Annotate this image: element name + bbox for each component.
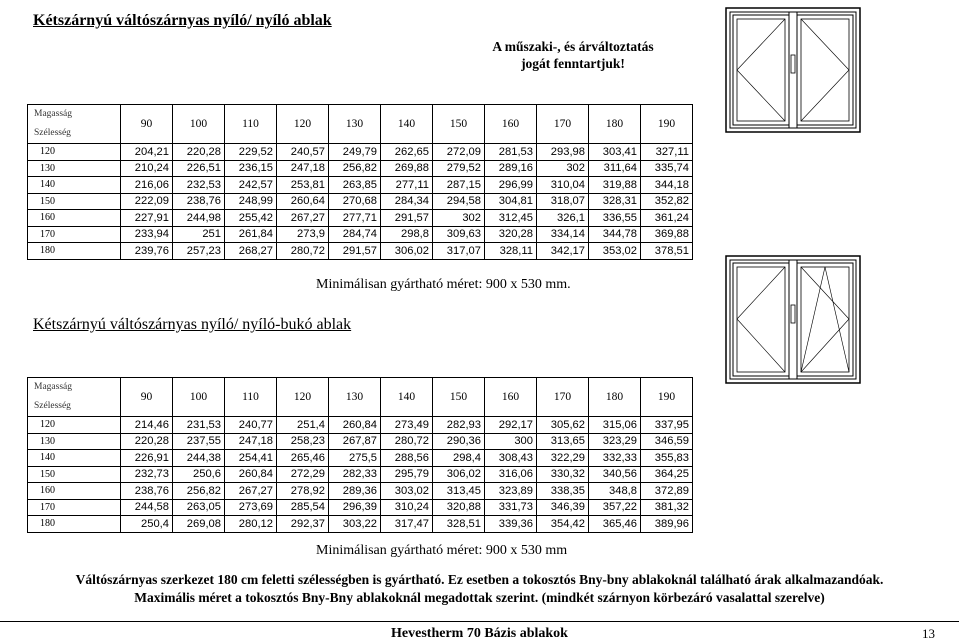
price-cell: 305,62 (537, 417, 589, 434)
column-header: 160 (485, 105, 537, 144)
column-header: 190 (641, 378, 693, 417)
price-cell: 313,45 (433, 483, 485, 500)
price-cell: 293,98 (537, 144, 589, 161)
disclaimer-note (470, 38, 676, 72)
price-cell: 277,71 (329, 210, 381, 227)
disclaimer-line1: A műszaki-, és árváltoztatás (492, 39, 654, 54)
price-cell: 231,53 (173, 417, 225, 434)
column-header: 170 (537, 105, 589, 144)
price-cell: 355,83 (641, 450, 693, 467)
table-row (28, 177, 693, 194)
price-cell: 313,65 (537, 433, 589, 450)
column-header: 100 (173, 105, 225, 144)
table-row (28, 210, 693, 227)
price-cell: 332,33 (589, 450, 641, 467)
column-header: 130 (329, 105, 381, 144)
price-cell: 348,8 (589, 483, 641, 500)
column-header: 150 (433, 378, 485, 417)
column-header: 160 (485, 378, 537, 417)
section1-title: Kétszárnyú váltószárnyas nyíló/ nyíló ablak (33, 12, 332, 29)
price-cell: 298,8 (381, 226, 433, 243)
row-header: 130 (28, 160, 121, 177)
corner-label-width: Szélesség (34, 401, 71, 411)
price-cell: 269,88 (381, 160, 433, 177)
price-cell: 354,42 (537, 516, 589, 533)
price-cell: 289,36 (329, 483, 381, 500)
table-header-row (28, 105, 693, 144)
footer-note-line2: Maximális méret a tokosztós Bny-Bny ablakoknál megadottak szerint. (mindkét szárnyon körbezáró vasalattal szerelve) (134, 590, 825, 605)
price-cell: 310,24 (381, 499, 433, 516)
price-cell: 251,4 (277, 417, 329, 434)
price-cell: 342,17 (537, 243, 589, 260)
price-cell: 316,06 (485, 466, 537, 483)
product-footer: Hevestherm 70 Bázis ablakok (391, 626, 568, 641)
price-cell: 326,1 (537, 210, 589, 227)
price-cell: 315,06 (589, 417, 641, 434)
price-table-1 (27, 104, 693, 260)
price-cell: 337,95 (641, 417, 693, 434)
price-cell: 261,84 (225, 226, 277, 243)
price-cell: 323,89 (485, 483, 537, 500)
row-header: 150 (28, 466, 121, 483)
price-cell: 372,89 (641, 483, 693, 500)
price-cell: 260,84 (329, 417, 381, 434)
price-cell: 280,72 (381, 433, 433, 450)
price-cell: 256,82 (329, 160, 381, 177)
price-cell: 288,56 (381, 450, 433, 467)
price-cell: 251 (173, 226, 225, 243)
price-cell: 226,91 (121, 450, 173, 467)
table-row (28, 516, 693, 533)
price-cell: 328,31 (589, 193, 641, 210)
price-cell: 344,78 (589, 226, 641, 243)
price-cell: 338,35 (537, 483, 589, 500)
table-row (28, 417, 693, 434)
corner-label-height: Magasság (34, 382, 72, 392)
column-header: 180 (589, 105, 641, 144)
price-cell: 290,36 (433, 433, 485, 450)
price-cell: 277,11 (381, 177, 433, 194)
price-cell: 270,68 (329, 193, 381, 210)
price-cell: 296,99 (485, 177, 537, 194)
column-header: 170 (537, 378, 589, 417)
price-cell: 229,52 (225, 144, 277, 161)
price-cell: 262,65 (381, 144, 433, 161)
column-header: 110 (225, 378, 277, 417)
price-cell: 272,29 (277, 466, 329, 483)
price-cell: 220,28 (173, 144, 225, 161)
price-cell: 344,18 (641, 177, 693, 194)
table-row (28, 450, 693, 467)
table-row (28, 433, 693, 450)
price-cell: 339,36 (485, 516, 537, 533)
row-header: 120 (28, 144, 121, 161)
price-cell: 381,32 (641, 499, 693, 516)
price-cell: 233,94 (121, 226, 173, 243)
price-cell: 287,15 (433, 177, 485, 194)
price-cell: 304,81 (485, 193, 537, 210)
price-cell: 216,06 (121, 177, 173, 194)
row-header: 180 (28, 516, 121, 533)
price-cell: 306,02 (433, 466, 485, 483)
price-cell: 284,34 (381, 193, 433, 210)
price-cell: 282,33 (329, 466, 381, 483)
row-header: 170 (28, 499, 121, 516)
price-cell: 275,5 (329, 450, 381, 467)
price-cell: 294,58 (433, 193, 485, 210)
column-header: 130 (329, 378, 381, 417)
price-cell: 232,73 (121, 466, 173, 483)
price-cell: 273,69 (225, 499, 277, 516)
column-header: 140 (381, 378, 433, 417)
disclaimer-line2: jogát fenntartjuk! (521, 56, 625, 71)
price-cell: 289,16 (485, 160, 537, 177)
price-cell: 320,28 (485, 226, 537, 243)
price-cell: 210,24 (121, 160, 173, 177)
price-cell: 369,88 (641, 226, 693, 243)
price-cell: 292,37 (277, 516, 329, 533)
price-cell: 319,88 (589, 177, 641, 194)
corner-label-width: Szélesség (34, 128, 71, 138)
column-header: 180 (589, 378, 641, 417)
price-cell: 291,57 (381, 210, 433, 227)
price-cell: 250,4 (121, 516, 173, 533)
price-cell: 284,74 (329, 226, 381, 243)
price-cell: 317,07 (433, 243, 485, 260)
row-header: 170 (28, 226, 121, 243)
table-row (28, 243, 693, 260)
price-cell: 273,9 (277, 226, 329, 243)
price-cell: 239,76 (121, 243, 173, 260)
price-cell: 240,77 (225, 417, 277, 434)
price-cell: 248,99 (225, 193, 277, 210)
price-cell: 267,27 (225, 483, 277, 500)
column-header: 140 (381, 105, 433, 144)
row-header: 120 (28, 417, 121, 434)
price-cell: 378,51 (641, 243, 693, 260)
price-cell: 311,64 (589, 160, 641, 177)
column-header: 150 (433, 105, 485, 144)
footer-note-line1: Váltószárnyas szerkezet 180 cm feletti szélességben is gyártható. Ez esetben a tokosztós Bny-bny ablakoknál található árak alkalmazandóak. (75, 572, 884, 587)
price-cell: 328,11 (485, 243, 537, 260)
price-cell: 254,41 (225, 450, 277, 467)
price-cell: 265,46 (277, 450, 329, 467)
price-cell: 335,74 (641, 160, 693, 177)
price-cell: 353,02 (589, 243, 641, 260)
min-size-note-1: Minimálisan gyártható méret: 900 x 530 mm. (316, 277, 571, 292)
table-header-row (28, 378, 693, 417)
window-drawing-1 (725, 7, 861, 133)
row-header: 140 (28, 450, 121, 467)
price-cell: 272,09 (433, 144, 485, 161)
price-cell: 244,58 (121, 499, 173, 516)
price-cell: 260,64 (277, 193, 329, 210)
price-cell: 240,57 (277, 144, 329, 161)
price-cell: 226,51 (173, 160, 225, 177)
row-header: 180 (28, 243, 121, 260)
price-cell: 336,55 (589, 210, 641, 227)
column-header: 120 (277, 105, 329, 144)
corner-cell (28, 378, 121, 417)
price-cell: 334,14 (537, 226, 589, 243)
price-cell: 300 (485, 433, 537, 450)
price-cell: 253,81 (277, 177, 329, 194)
price-cell: 256,82 (173, 483, 225, 500)
table-row (28, 483, 693, 500)
price-cell: 346,39 (537, 499, 589, 516)
price-cell: 291,57 (329, 243, 381, 260)
price-cell: 244,38 (173, 450, 225, 467)
price-cell: 303,02 (381, 483, 433, 500)
price-cell: 302 (537, 160, 589, 177)
price-cell: 222,09 (121, 193, 173, 210)
column-header: 120 (277, 378, 329, 417)
column-header: 110 (225, 105, 277, 144)
price-cell: 303,22 (329, 516, 381, 533)
price-cell: 236,15 (225, 160, 277, 177)
row-header: 130 (28, 433, 121, 450)
row-header: 150 (28, 193, 121, 210)
price-cell: 280,72 (277, 243, 329, 260)
table-row (28, 144, 693, 161)
price-cell: 278,92 (277, 483, 329, 500)
price-cell: 295,79 (381, 466, 433, 483)
price-cell: 282,93 (433, 417, 485, 434)
price-cell: 346,59 (641, 433, 693, 450)
price-cell: 352,82 (641, 193, 693, 210)
price-cell: 238,76 (121, 483, 173, 500)
table-row (28, 226, 693, 243)
price-cell: 267,87 (329, 433, 381, 450)
price-cell: 263,05 (173, 499, 225, 516)
corner-cell (28, 105, 121, 144)
price-cell: 280,12 (225, 516, 277, 533)
column-header: 90 (121, 105, 173, 144)
price-cell: 258,23 (277, 433, 329, 450)
price-cell: 323,29 (589, 433, 641, 450)
price-cell: 255,42 (225, 210, 277, 227)
price-cell: 247,18 (225, 433, 277, 450)
price-cell: 238,76 (173, 193, 225, 210)
table-row (28, 499, 693, 516)
price-cell: 281,53 (485, 144, 537, 161)
price-cell: 328,51 (433, 516, 485, 533)
price-cell: 249,79 (329, 144, 381, 161)
price-cell: 331,73 (485, 499, 537, 516)
row-header: 160 (28, 483, 121, 500)
min-size-note-2: Minimálisan gyártható méret: 900 x 530 mm (316, 543, 568, 558)
price-cell: 285,54 (277, 499, 329, 516)
price-cell: 389,96 (641, 516, 693, 533)
price-cell: 320,88 (433, 499, 485, 516)
price-cell: 260,84 (225, 466, 277, 483)
table-row (28, 193, 693, 210)
price-cell: 308,43 (485, 450, 537, 467)
price-cell: 330,32 (537, 466, 589, 483)
price-cell: 250,6 (173, 466, 225, 483)
footer-rule (0, 621, 959, 622)
price-cell: 365,46 (589, 516, 641, 533)
column-header: 100 (173, 378, 225, 417)
price-cell: 279,52 (433, 160, 485, 177)
price-cell: 269,08 (173, 516, 225, 533)
price-cell: 247,18 (277, 160, 329, 177)
column-header: 190 (641, 105, 693, 144)
table-row (28, 466, 693, 483)
price-cell: 318,07 (537, 193, 589, 210)
price-cell: 309,63 (433, 226, 485, 243)
price-cell: 303,41 (589, 144, 641, 161)
price-cell: 302 (433, 210, 485, 227)
price-cell: 273,49 (381, 417, 433, 434)
price-cell: 361,24 (641, 210, 693, 227)
price-cell: 227,91 (121, 210, 173, 227)
price-cell: 364,25 (641, 466, 693, 483)
price-cell: 263,85 (329, 177, 381, 194)
price-cell: 306,02 (381, 243, 433, 260)
price-cell: 312,45 (485, 210, 537, 227)
table-row (28, 160, 693, 177)
price-table-2 (27, 377, 693, 533)
price-cell: 327,11 (641, 144, 693, 161)
price-cell: 268,27 (225, 243, 277, 260)
row-header: 140 (28, 177, 121, 194)
price-cell: 237,55 (173, 433, 225, 450)
corner-label-height: Magasság (34, 109, 72, 119)
price-cell: 242,57 (225, 177, 277, 194)
price-cell: 322,29 (537, 450, 589, 467)
price-cell: 310,04 (537, 177, 589, 194)
price-cell: 296,39 (329, 499, 381, 516)
row-header: 160 (28, 210, 121, 227)
price-cell: 298,4 (433, 450, 485, 467)
section2-title: Kétszárnyú váltószárnyas nyíló/ nyíló-bukó ablak (33, 316, 352, 333)
price-cell: 340,56 (589, 466, 641, 483)
window-drawing-2 (725, 255, 861, 384)
price-cell: 357,22 (589, 499, 641, 516)
price-cell: 204,21 (121, 144, 173, 161)
price-cell: 244,98 (173, 210, 225, 227)
page-number: 13 (922, 626, 935, 641)
price-cell: 232,53 (173, 177, 225, 194)
price-cell: 292,17 (485, 417, 537, 434)
price-cell: 220,28 (121, 433, 173, 450)
column-header: 90 (121, 378, 173, 417)
price-cell: 214,46 (121, 417, 173, 434)
price-cell: 257,23 (173, 243, 225, 260)
price-cell: 267,27 (277, 210, 329, 227)
price-cell: 317,47 (381, 516, 433, 533)
